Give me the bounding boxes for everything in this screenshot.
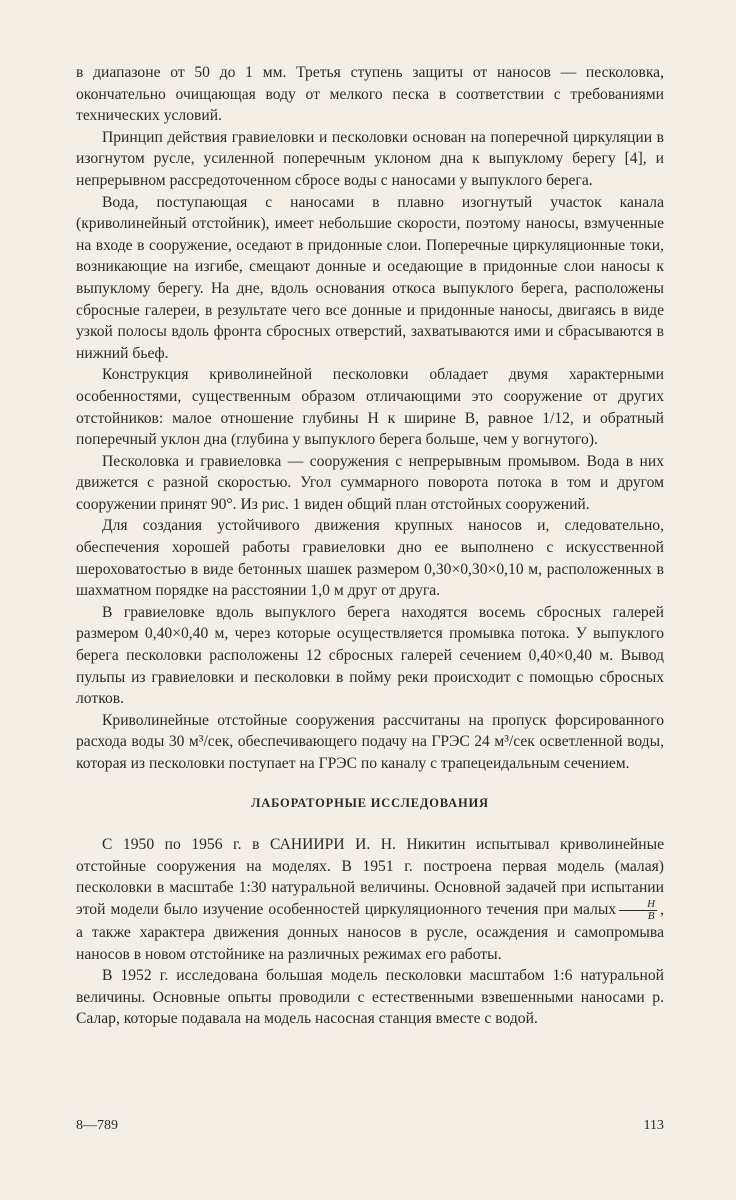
lab-paragraph-2: В 1952 г. исследована большая модель песколовки масштабом 1:6 натуральной величины. Основные опыты проводили с естественными взвешенными наносами р. Салар, которые подавала на модель насосная станция вместе с водой. xyxy=(76,967,664,1028)
lab-paragraph-1 xyxy=(76,834,664,965)
paragraph-5: Песколовка и гравиеловка — сооружения с непрерывным промывом. Вода в них движется с разной скоростью. Угол суммарного поворота потока в том и другом сооружении принят 90°. Из рис. 1 виден общий план отстойных сооружений. xyxy=(76,452,664,513)
paragraph-1: в диапазоне от 50 до 1 мм. Третья ступень защиты от наносов — песколовка, окончательно очищающая воду от мелкого песка в соответствии с требованиями технических условий. xyxy=(76,64,664,125)
section-heading: ЛАБОРАТОРНЫЕ ИССЛЕДОВАНИЯ xyxy=(251,795,489,810)
lab-paragraph-1-end: , а также характера движения донных наносов в русле, осаждения и самопромыва наносов в новом отстойнике на различных режимах его работы. xyxy=(76,901,664,963)
printer-signature: 8—789 xyxy=(76,1118,118,1133)
paragraph-2: Принцип действия гравиеловки и песколовки основан на поперечной циркуляции в изогнутом русле, усиленной поперечным уклоном дна к выпуклому берегу [4], и непрерывном рассредоточенном сбросе воды с наносами у выпуклого берега. xyxy=(76,128,664,189)
fraction-numerator: H xyxy=(619,899,657,911)
paragraph-6: Для создания устойчивого движения крупных наносов и, следовательно, обеспечения хорошей работы гравиеловки дно ее выполнено с искусственной шероховатостью в виде бетонных шашек размером 0,30×0,30×0,10 м, расположенных в шахматном порядке на расстоянии 1,0 м друг от друга. xyxy=(76,517,664,600)
paragraph-8: Криволинейные отстойные сооружения рассчитаны на пропуск форсированного расхода воды 30 м³/сек, обеспечивающего подачу на ГРЭС 24 м³/сек осветленной воды, которая из песколовки поступает на ГРЭС по каналу с трапецеидальным сечением. xyxy=(76,711,664,772)
page-footer xyxy=(76,1118,664,1134)
page-number: 113 xyxy=(643,1118,664,1133)
paragraph-3: Вода, поступающая с наносами в плавно изогнутый участок канала (криволинейный отстойник), имеет небольшие скорости, поэтому наносы, взмученные на входе в сооружение, оседают в придонные слои. Поперечные циркуляционные токи, возникающие на изгибе, смещают донные и оседающие в придонные слои наносы к выпуклому берегу. На дне, вдоль основания откоса выпуклого берега, расположены сбросные галереи, в результате чего все донные и придонные наносы, двигаясь в виде узкой полосы вдоль фронта сбросных отверстий, захватываются ими и сбрасываются в нижний бьеф. xyxy=(76,193,664,362)
paragraph-4: Конструкция криволинейной песколовки обладает двумя характерными особенностями, существенным образом отличающими это сооружение от других отстойников: малое отношение глубины H к ширине B, равное 1/12, и обратный поперечный уклон дна (глубина у выпуклого берега больше, чем у вогнутого). xyxy=(76,366,664,449)
lab-paragraph-1-start: С 1950 по 1956 г. в САНИИРИ И. Н. Никитин испытывал криволинейные отстойные сооружения на моделях. В 1951 г. построена первая модель (малая) песколовки в масштабе 1:30 натуральной величины. Основной задачей при испытании этой модели было изучение особенностей циркуляционного течения при малых xyxy=(76,836,664,919)
paragraph-7: В гравиеловке вдоль выпуклого берега находятся восемь сбросных галерей размером 0,40×0,40 м, через которые осуществляется промывка потока. У выпуклого берега песколовки расположены 12 сбросных галерей сечением 0,40×0,40 м. Вывод пульпы из гравиеловки и песколовки в пойму реки происходит с помощью сбросных лотков. xyxy=(76,603,664,708)
body-text xyxy=(76,62,664,1030)
fraction-denominator: B xyxy=(647,909,655,922)
h-over-b-fraction xyxy=(619,899,657,922)
